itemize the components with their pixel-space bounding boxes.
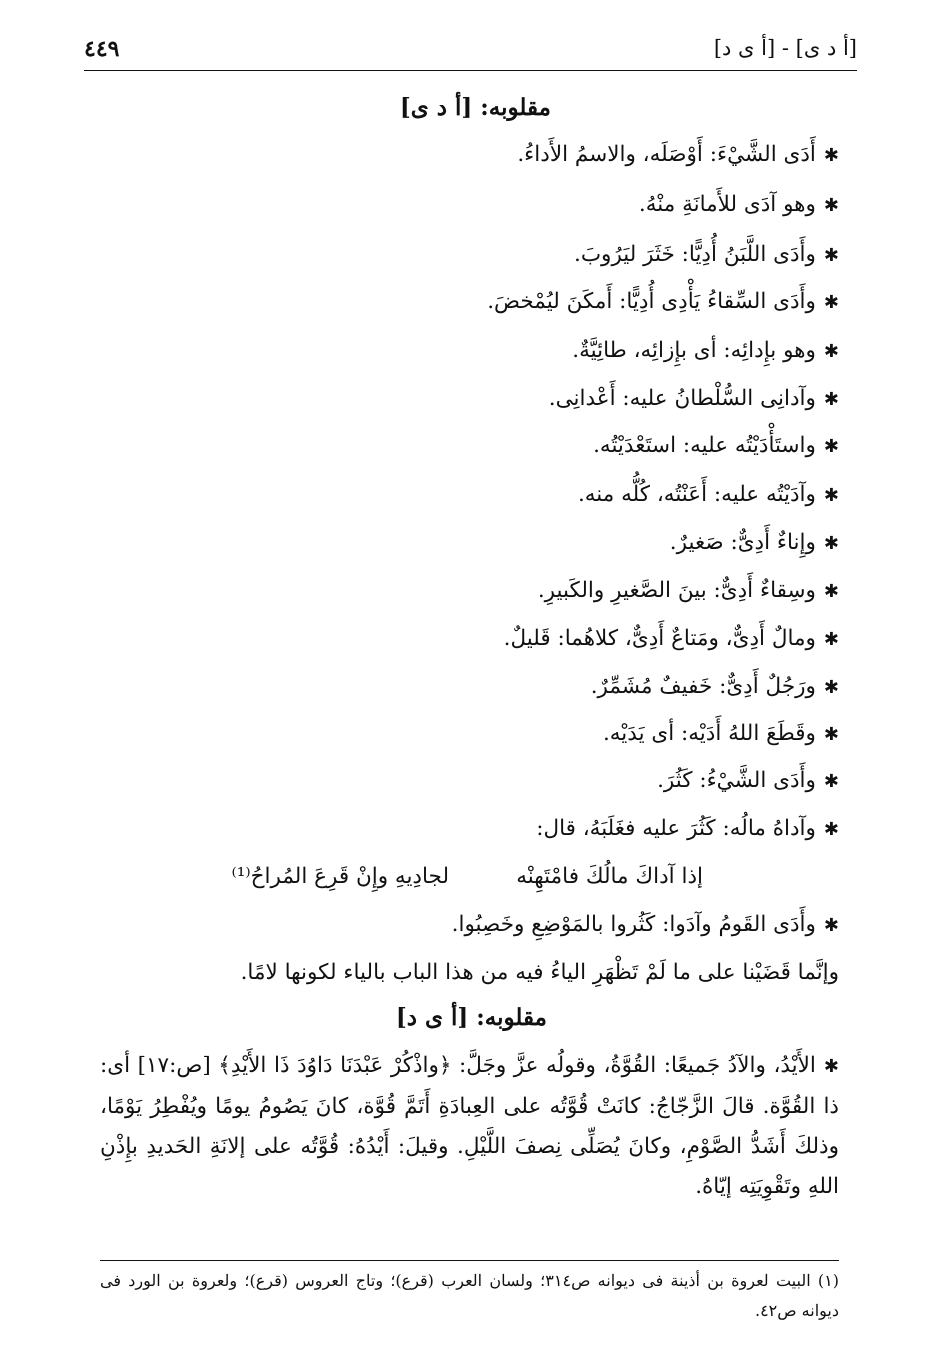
entry-line bbox=[549, 384, 839, 415]
verse-second-hemistich: لجادِيهِ وإِنْ قَرِعَ المُراحُ⁽¹⁾ bbox=[231, 864, 449, 889]
entry-line bbox=[670, 528, 839, 559]
section-heading-adi: مقلوبه: [أ د ى] bbox=[399, 94, 551, 121]
entry-text: ورَجُلٌ أَدِىٌّ: خَفيفٌ مُشَمِّرٌ. bbox=[590, 674, 816, 699]
entry-line bbox=[536, 814, 839, 845]
entry-text: وأَدَى السِّقاءُ يَأْدِى أُدِيًّا: أَمكَنَ ليُمْخضَ. bbox=[487, 289, 816, 314]
header-entry-range: [أ د ى] - [أ ى د] bbox=[713, 36, 857, 60]
asterisk-icon: ✱ bbox=[823, 819, 839, 840]
entry-line bbox=[657, 766, 839, 797]
entry-text: وأَدَى الشَّيْءُ: كَثُرَ. bbox=[657, 768, 816, 793]
entry-text: واستَأْدَيْتُه عليه: استَعْدَيْتُه. bbox=[593, 433, 816, 458]
entry-line bbox=[574, 240, 839, 271]
entry-line bbox=[504, 624, 839, 655]
asterisk-icon: ✱ bbox=[823, 485, 839, 506]
entry-text: وأَدَى اللَّبَنُ أُدِيًّا: خَثَرَ ليَرُوبَ. bbox=[573, 242, 816, 267]
entry-text: وسِقاءٌ أَدِىٌّ: بينَ الصَّغيرِ والكَبيرِ. bbox=[537, 578, 816, 603]
paragraph-text: الأَيْدُ، والآدُ جَميعًا: القُوَّةُ، وقولُه عزَّ وجَلَّ: ﴿واذْكُرْ عَبْدَنَا دَاوُدَ ذَا الأَيْدِ﴾ [ص:١٧] أى: ذا القُوَّة. قالَ الزَّجّاجُ: كانَتْ قُوَّتُه على العِبادَةِ أَتَمَّ قُوَّة، كانَ يَصُومُ يومًا ويُفْطِرُ يَوْمًا، وذلكَ أَشَدُّ الصَّوْمِ، وكانَ يُصَلِّى نِصفَ اللَّيْلِ. وقيلَ: أَيْدُهُ: قُوَّتُه على إلانَةِ الحَديدِ بإِذْنِ اللهِ وتَقْوِيَتِه إيّاهُ. bbox=[100, 1053, 839, 1199]
asterisk-icon: ✱ bbox=[823, 341, 839, 362]
entry-text: وآدانِى السُّلْطانُ عليه: أَعْدانِى. bbox=[548, 386, 816, 411]
entry-line bbox=[603, 719, 839, 750]
entry-text: وإِناءٌ أَدِىٌّ: صَغيرٌ. bbox=[669, 530, 816, 555]
entry-line bbox=[591, 672, 839, 703]
entry-line bbox=[487, 287, 839, 318]
entry-line bbox=[517, 140, 839, 171]
entry-text: وأَدَى القَومُ وآدَوا: كَثُروا بالمَوْضِعِ وخَصِبُوا. bbox=[451, 912, 816, 937]
ayd-paragraph bbox=[100, 1046, 839, 1207]
asterisk-icon: ✱ bbox=[823, 771, 839, 792]
asterisk-icon: ✱ bbox=[823, 677, 839, 698]
asterisk-icon: ✱ bbox=[823, 533, 839, 554]
entry-line bbox=[452, 910, 839, 941]
verse-first-hemistich: إذا آداكَ مالُكَ فامْتَهِنْه bbox=[516, 864, 703, 889]
asterisk-icon: ✱ bbox=[823, 724, 839, 745]
asterisk-icon: ✱ bbox=[823, 629, 839, 650]
entry-line bbox=[593, 431, 839, 462]
page-number: ٤٤٩ bbox=[84, 36, 120, 62]
asterisk-icon: ✱ bbox=[823, 245, 839, 266]
entry-line bbox=[639, 190, 839, 221]
asterisk-icon: ✱ bbox=[823, 389, 839, 410]
asterisk-icon: ✱ bbox=[823, 1056, 839, 1077]
asterisk-icon: ✱ bbox=[823, 145, 839, 166]
asterisk-icon: ✱ bbox=[823, 436, 839, 457]
asterisk-icon: ✱ bbox=[823, 581, 839, 602]
entry-text: وهو بإِدائِه: أى بإِزائِه، طائِيَّةٌ. bbox=[572, 338, 816, 363]
entry-text: وهو آدَى للأَمانَةِ منْهُ. bbox=[638, 192, 816, 217]
header-rule bbox=[84, 70, 857, 71]
entry-text: وقَطَعَ اللهُ أَدَيْه: أى يَدَيْه. bbox=[602, 721, 816, 746]
entry-line bbox=[538, 576, 839, 607]
asterisk-icon: ✱ bbox=[823, 195, 839, 216]
entry-text: أَدَى الشَّيْءَ: أَوْصَلَه، والاسمُ الأَداءُ. bbox=[517, 142, 816, 167]
running-header bbox=[84, 36, 857, 68]
entry-line bbox=[578, 480, 839, 511]
section-heading-ayd: مقلوبه: [أ ى د] bbox=[395, 1004, 547, 1031]
entry-text: وآداهُ مالُه: كَثُرَ عليه فغَلَبَهُ، قال: bbox=[536, 816, 816, 841]
entry-text: ومالٌ أَدِىٌّ، ومَتاعٌ أَدِىٌّ، كلاهُما: قَليلٌ. bbox=[503, 626, 816, 651]
footnote-rule bbox=[100, 1260, 839, 1261]
footnote: (١) البيت لعروة بن أذينة فى ديوانه ص٣١٤؛ ولسان العرب (قرع)؛ وتاج العروس (قرع)؛ ولعروة بن الورد فى ديوانه ص٤٢. bbox=[100, 1271, 839, 1320]
asterisk-icon: ✱ bbox=[823, 915, 839, 936]
asterisk-icon: ✱ bbox=[823, 292, 839, 313]
section-note: وإنَّما قَضَيْنا على ما لَمْ تَظْهَرِ الياءُ فيه من هذا الباب بالياء لكونها لامًا. bbox=[240, 960, 839, 985]
entry-text: وآدَيْتُه عليه: أَعَنْتُه، كُلُّه منه. bbox=[577, 482, 816, 507]
entry-line bbox=[572, 336, 839, 367]
